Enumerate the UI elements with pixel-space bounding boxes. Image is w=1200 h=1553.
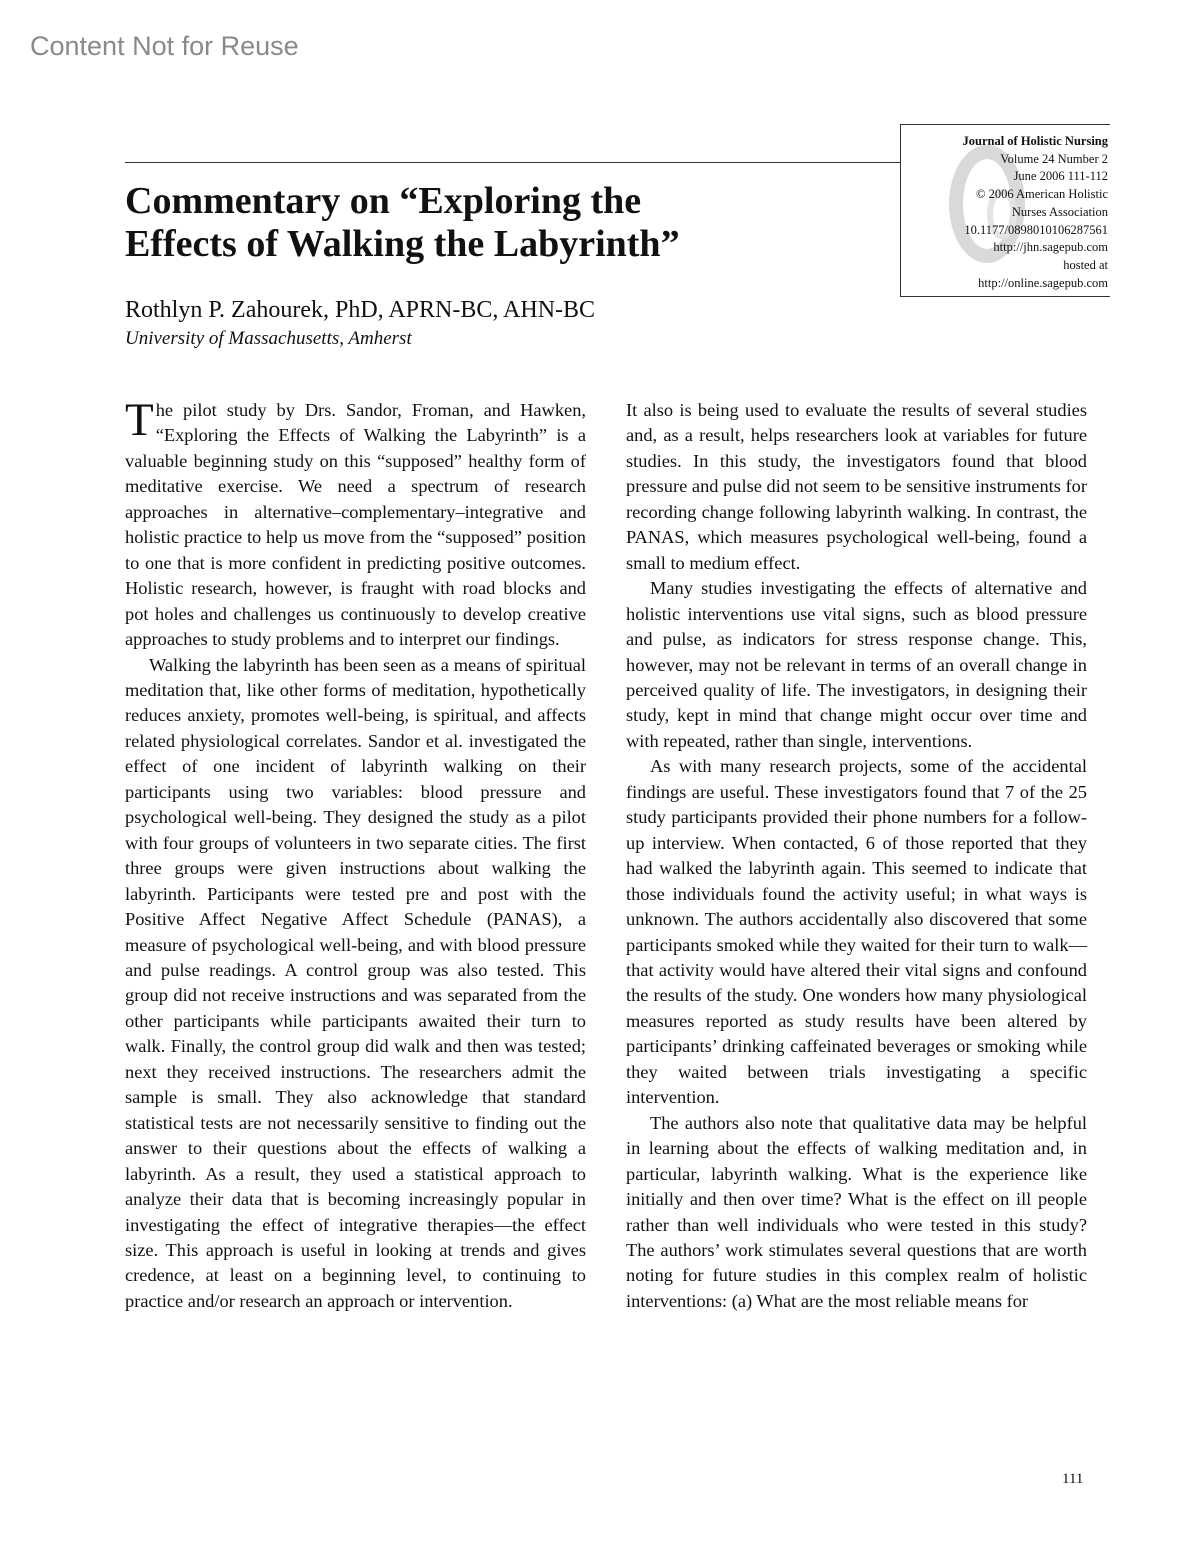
body-paragraph-3: It also is being used to evaluate the results of several studies and, as a result, helps researchers look at variables for future studies. In this study, the investigators found that blood pressure and pulse did not seem to be sensitive instruments for recording change following labyrinth walking. In contrast, the PANAS, which measures psychological well-being, found a small to medium effect. <box>626 400 1087 573</box>
journal-doi: 10.1177/0898010106287561 <box>964 222 1108 237</box>
journal-info-text <box>963 133 1109 292</box>
header-rule <box>125 162 901 163</box>
journal-host-url: http://online.sagepub.com <box>978 275 1108 290</box>
body-paragraph-6: The authors also note that qualitative data may be helpful in learning about the effects of walking meditation and, in particular, labyrinth walking. What is the experience like initially and then over time? What is the effect on ill people rather than well individuals who were tested in this study? The authors’ work stimulates several questions that are worth noting for future studies in this complex realm of holistic interventions: (a) What are the most reliable means for <box>626 1112 1087 1311</box>
watermark-text: Content Not for Reuse <box>30 31 299 61</box>
article-title-line-2: Effects of Walking the Labyrinth” <box>125 223 680 265</box>
journal-copyright-1: © 2006 American Holistic <box>975 187 1108 202</box>
journal-copyright-2: Nurses Association <box>1011 204 1108 219</box>
body-paragraph-4: Many studies investigating the effects of alternative and holistic interventions use vital signs, such as blood pressure and pulse, as indicators for stress response change. This, however, may not be relevant in terms of an overall change in perceived quality of life. The investigators, in designing their study, kept in mind that change might occur over time and with repeated, rather than single, interventions. <box>626 578 1087 751</box>
page-number: 111 <box>1062 1471 1084 1487</box>
body-paragraph-2: Walking the labyrinth has been seen as a means of spiritual meditation that, like other forms of meditation, hypothetically reduces anxiety, promotes well-being, is spiritual, and affects related physiological correlates. Sandor et al. investigated the effect of one incident of labyrinth walking on their participants using two variables: blood pressure and psychological well-being. They designed the study as a pilot with four groups of volunteers in two separate cities. The first three groups were given instructions about walking the labyrinth. Participants were tested pre and post with the Positive Affect Negative Affect Schedule (PANAS), a measure of psychological well-being, and with blood pressure and pulse readings. A control group was also tested. This group did not receive instructions and was separated from the other participants while participants awaited their turn to walk. Finally, the control group did walk and then was tested; next they received instructions. The researchers admit the sample is small. They also acknowledge that standard statistical tests are not necessarily sensitive to finding out the answer to their questions about the effects of walking a labyrinth. As a result, they used a statistical approach to analyze their data that is becoming increasingly popular in investigating the effect of integrative therapies—the effect size. This approach is useful in looking at trends and gives credence, at least on a beginning level, to continuing to practice and/or research an approach or intervention. <box>125 654 586 1311</box>
journal-name: Journal of Holistic Nursing <box>962 134 1108 148</box>
journal-url: http://jhn.sagepub.com <box>993 240 1108 255</box>
body-paragraph-1-text: he pilot study by Drs. Sandor, Froman, and Hawken, “Exploring the Effects of Walking the Labyrinth” is a valuable beginning study on this “supposed” healthy form of meditative exercise. We need a spectrum of research approaches in alternative–complementary–integrative and holistic practice to help us move from the “supposed” position to one that is more confident in predicting positive outcomes. Holistic research, however, is fraught with road blocks and pot holes and challenges us continuously to develop creative approaches to study problems and to interpret our findings. <box>125 400 586 650</box>
journal-pages: June 2006 111-112 <box>1013 169 1108 184</box>
journal-info-box <box>900 124 1110 297</box>
body-paragraph-5: As with many research projects, some of the accidental findings are useful. These investigators found that 7 of the 25 study participants provided their phone numbers for a follow-up interview. When contacted, 6 of those reported that they had walked the labyrinth again. This seemed to indicate that those individuals found the activity useful; in what ways is unknown. The authors accidentally also discovered that some participants smoked while they waited for their turn to walk—that activity would have altered their vital signs and confound the results of the study. One wonders how many physiological measures reported as study results have been altered by participants’ drinking caffeinated beverages or smoking while they waited between trials investigating a specific intervention. <box>626 756 1087 1108</box>
author-affiliation: University of Massachusetts, Amherst <box>125 328 412 349</box>
body-paragraph-1 <box>125 394 586 653</box>
article-title-line-1: Commentary on “Exploring the <box>125 180 642 222</box>
body-column-left <box>125 394 586 1314</box>
author-name: Rothlyn P. Zahourek, PhD, APRN-BC, AHN-BC <box>125 297 596 323</box>
drop-cap: T <box>125 394 154 446</box>
journal-hosted-label: hosted at <box>1063 257 1108 272</box>
journal-volume: Volume 24 Number 2 <box>1000 151 1108 166</box>
article-title <box>125 180 885 266</box>
body-column-right <box>626 398 1087 1314</box>
